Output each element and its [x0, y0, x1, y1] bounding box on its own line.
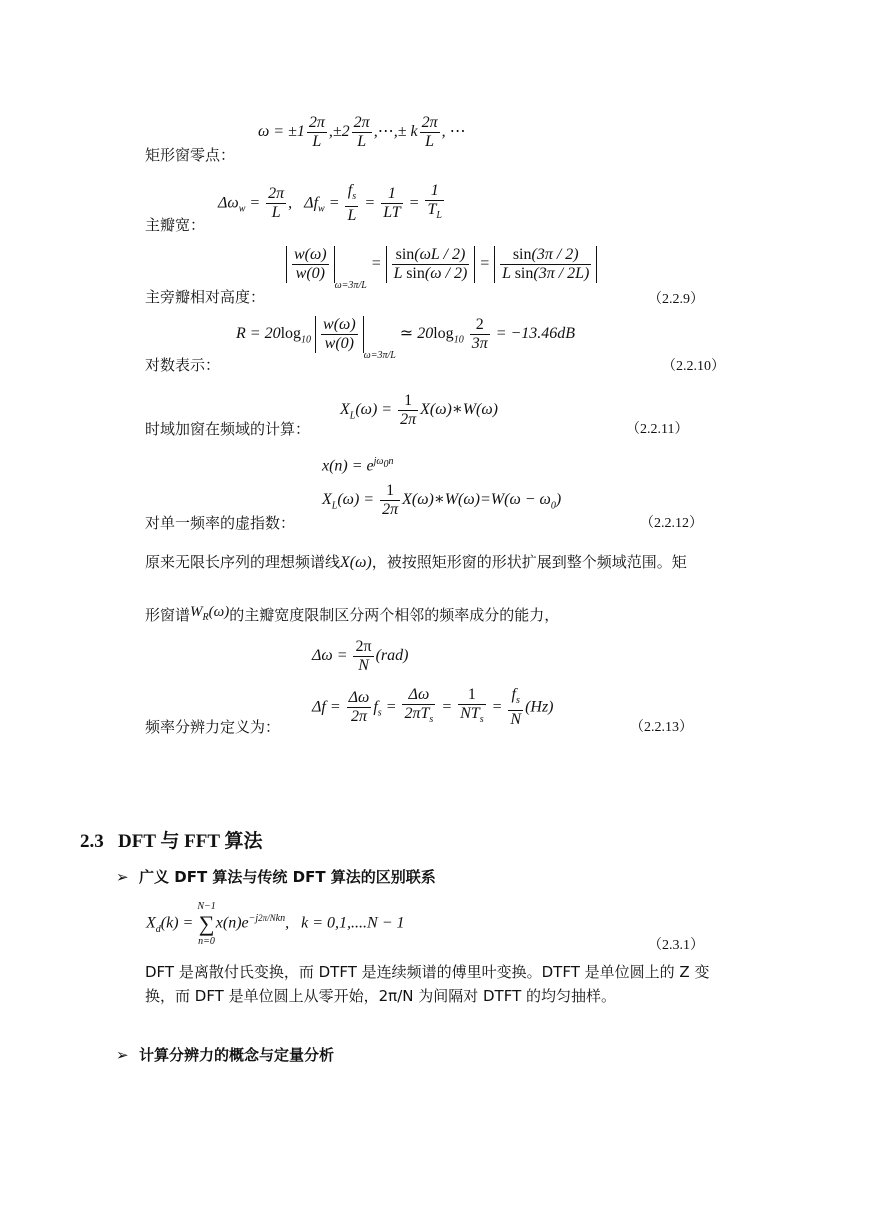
- paragraph-mainlobe-limit: 形窗谱$W_R(\omega)$的主瓣宽度限制区分两个相邻的频率成分的能力，: [145, 604, 560, 624]
- formula-sidelobe-ratio: $\frac{w(\omega)}{w(0)}$ $_{\omega=3\pi/L}$ = $\frac{\sin(\omega L / 2)}{\text{L sin(ω / 2)}}$ = $\frac{\sin(3\pi / 2)}{\text{L sin(3π / 2L)}}$: [286, 246, 597, 291]
- section-title: DFT 与 FFT 算法: [118, 831, 263, 852]
- formula-windowed-spectrum: $X_L(\omega)$ = $\frac{1}{2\pi}$ X(ω)∗W(ω): [340, 392, 498, 428]
- arrow-bullet-icon: ➢: [116, 868, 129, 886]
- formula-log-ratio: $R = 20\log_{10}$ $\frac{w(\omega)}{w(0)}$ $_{\omega=3\pi/L}$ ≃ $20\log_{10}$ $\frac{2}{3\pi}$ = −13.46dB: [236, 316, 576, 362]
- label-rect-window-zeros: 矩形窗零点：: [145, 146, 236, 164]
- formula-generalized-dft: $X_d(k)$ = N−1 ∑ n=0 $x(n)e^{-j2\pi/Nkn}$, k = 0,1,....N − 1: [146, 901, 405, 947]
- formula-angular-resolution: Δω = $\frac{2\pi}{N}$ (rad): [312, 638, 409, 674]
- equation-number: （2.2.11）: [626, 422, 689, 437]
- bullet-text: 广义 DFT 算法与传统 DFT 算法的区别联系: [139, 868, 436, 886]
- section-heading: [80, 826, 262, 853]
- label-single-freq: 对单一频率的虚指数：: [145, 514, 296, 532]
- equation-number: （2.2.9）: [648, 292, 704, 307]
- paragraph-line: 换，而 DFT 是单位圆上从零开始，2π/N 为间隔对 DTFT 的均匀抽样。: [145, 987, 617, 1005]
- formula-shifted-window: $X_L(\omega)$ = $\frac{1}{2\pi}$ X(ω)∗W(ω)=W(ω − $\omega_0$): [322, 482, 562, 518]
- label-mainlobe-width: 主瓣宽：: [145, 216, 206, 234]
- formula-complex-exponential: $x(n) = e^{j\omega_0n}$: [322, 456, 394, 475]
- formula-window-zeros: ω = ±1 $\frac{2\pi}{L}$ ,±2 $\frac{2\pi}{L}$ ,⋯,± k $\frac{2\pi}{L}$ , ⋯: [258, 114, 466, 150]
- label-time-window-freq: 时域加窗在频域的计算：: [145, 420, 311, 438]
- equation-number: （2.2.12）: [640, 516, 703, 531]
- formula-mainlobe-width: $\Delta\omega_w$ = $\frac{2\pi}{L}$ , $\Delta f_w$ = $\frac{f_s}{L}$ = $\frac{1}{LT}$ = $\frac{1}{T_L}$: [218, 182, 442, 225]
- paragraph-dft-vs-dtft: [145, 960, 805, 1008]
- arrow-bullet-icon: ➢: [116, 1046, 129, 1064]
- bullet-generalized-dft: [116, 866, 436, 887]
- formula-frequency-resolution: Δf = $\frac{\Delta\omega}{2\pi}$ $f_s$ = $\frac{\Delta\omega}{2\pi T_s}$ = $\frac{1}{NT_s}$ = $\frac{f_s}{N}$ (Hz): [312, 686, 554, 729]
- label-resolution-def: 频率分辨力定义为：: [145, 718, 281, 736]
- label-sidelobe-height: 主旁瓣相对高度：: [145, 288, 266, 306]
- equation-number: （2.3.1）: [648, 938, 704, 953]
- equation-number: （2.2.13）: [630, 720, 693, 735]
- label-log-form: 对数表示：: [145, 356, 221, 374]
- paragraph-spectrum-spread: 原来无限长序列的理想频谱线X(ω)，被按照矩形窗的形状扩展到整个频域范围。矩: [145, 553, 687, 571]
- section-number: 2.3: [80, 831, 104, 852]
- bullet-text: 计算分辨力的概念与定量分析: [139, 1046, 335, 1064]
- equation-number: （2.2.10）: [662, 359, 725, 374]
- paragraph-line: DFT 是离散付氏变换，而 DTFT 是连续频谱的傅里叶变换。DTFT 是单位圆上的 Z 变: [145, 963, 710, 981]
- bullet-resolution-analysis: [116, 1044, 334, 1065]
